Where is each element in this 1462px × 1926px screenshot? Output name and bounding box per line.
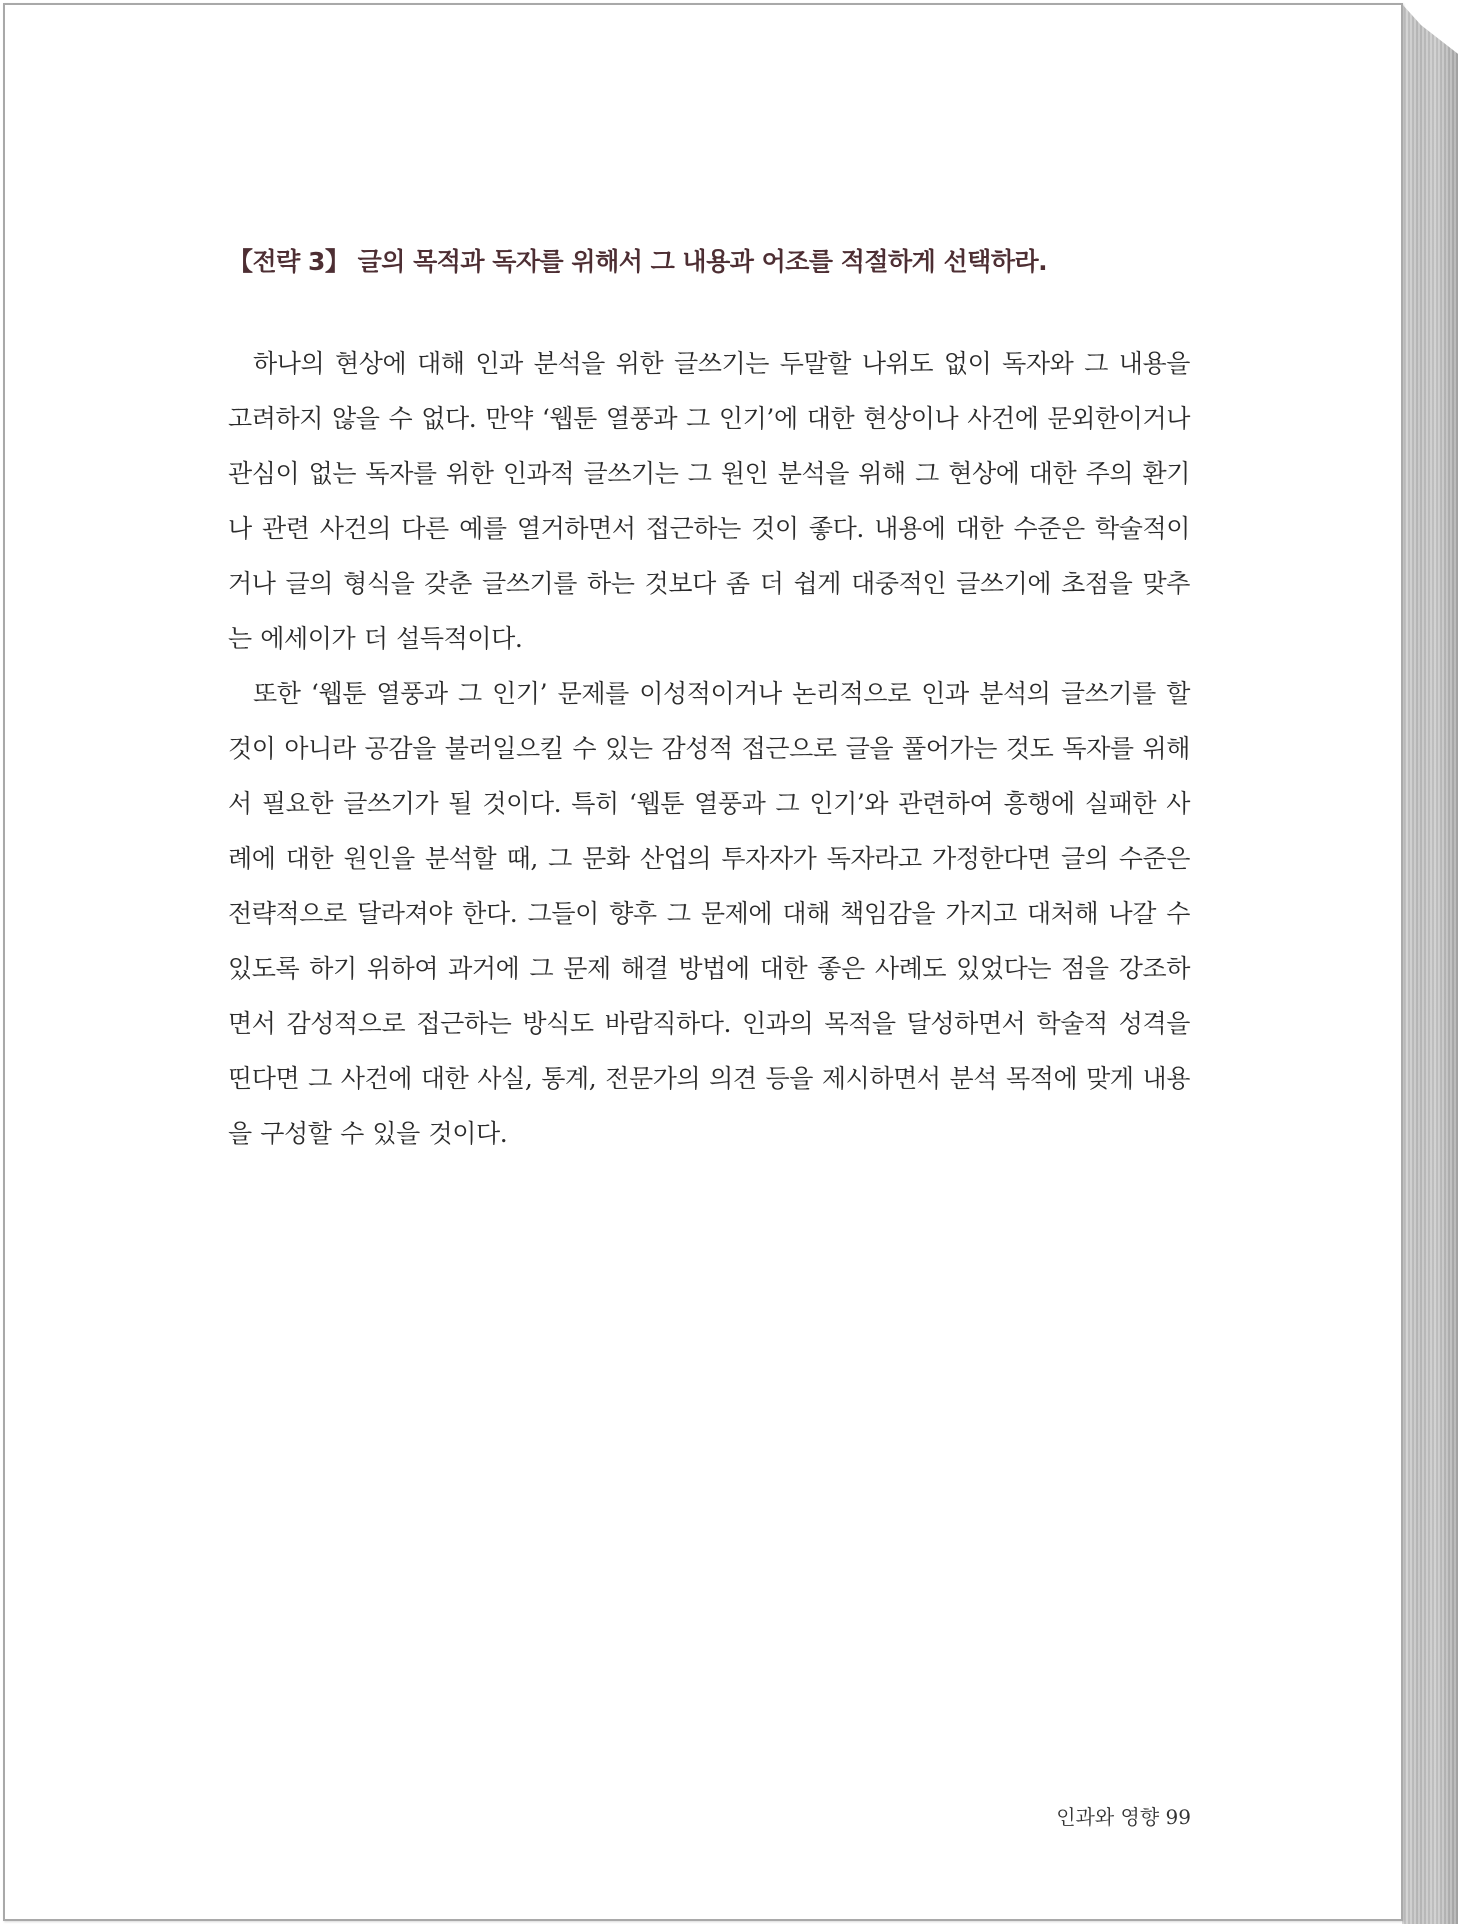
- paragraph-2: 또한 ‘웹툰 열풍과 그 인기’ 문제를 이성적이거나 논리적으로 인과 분석의 글쓰기를 할 것이 아니라 공감을 불러일으킬 수 있는 감성적 접근으로 글을 풀어가는 것도 독자를 위해서 필요한 글쓰기가 될 것이다. 특히 ‘웹툰 열풍과 그 인기’와 관련하여 흥행에 실패한 사례에 대한 원인을 분석할 때, 그 문화 산업의 투자자가 독자라고 가정한다면 글의 수준은 전략적으로 달라져야 한다. 그들이 향후 그 문제에 대해 책임감을 가지고 대처해 나갈 수 있도록 하기 위하여 과거에 그 문제 해결 방법에 대한 좋은 사례도 있었다는 점을 강조하면서 감성적으로 접근하는 방식도 바람직하다. 인과의 목적을 달성하면서 학술적 성격을 띤다면 그 사건에 대한 사실, 통계, 전문가의 의견 등을 제시하면서 분석 목적에 맞게 내용을 구성할 수 있을 것이다.: [228, 679, 1190, 1148]
- page-edge-stack: [1402, 4, 1458, 1924]
- book-page: [3, 3, 1403, 1921]
- section-heading: 【전략 3】 글의 목적과 독자를 위해서 그 내용과 어조를 적절하게 선택하라.: [228, 247, 1048, 276]
- running-title: 인과와 영향: [1056, 1805, 1160, 1829]
- paragraph-1: 하나의 현상에 대해 인과 분석을 위한 글쓰기는 두말할 나위도 없이 독자와 그 내용을 고려하지 않을 수 없다. 만약 ‘웹툰 열풍과 그 인기’에 대한 현상이나 사건에 문외한이거나 관심이 없는 독자를 위한 인과적 글쓰기는 그 원인 분석을 위해 그 현상에 대한 주의 환기나 관련 사건의 다른 예를 열거하면서 접근하는 것이 좋다. 내용에 대한 수준은 학술적이거나 글의 형식을 갖춘 글쓰기를 하는 것보다 좀 더 쉽게 대중적인 글쓰기에 초점을 맞추는 에세이가 더 설득적이다.: [228, 349, 1190, 653]
- page-footer: [1025, 1801, 1191, 1830]
- page-number: 99: [1165, 1805, 1191, 1829]
- body-text: [228, 336, 1190, 1161]
